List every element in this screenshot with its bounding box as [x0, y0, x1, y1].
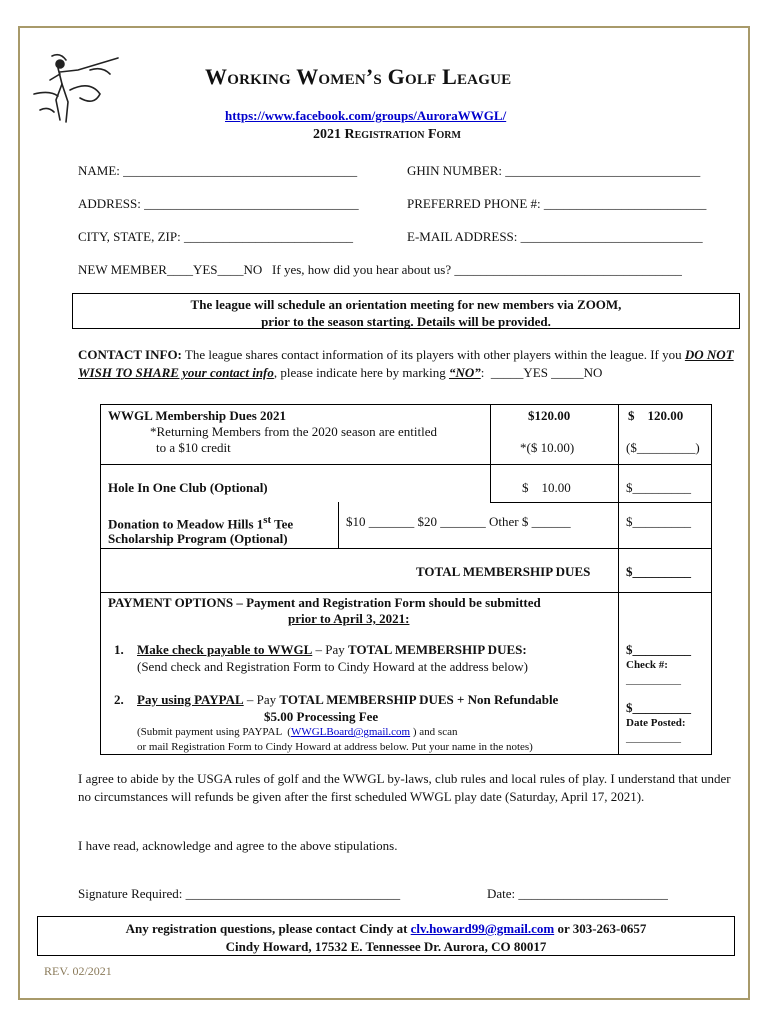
option-2-text: – Pay [243, 692, 280, 707]
option-1-bold: TOTAL MEMBERSHIP DUES: [348, 642, 527, 657]
notice-line-1: The league will schedule an orientation meeting for new members via ZOOM, [190, 297, 622, 312]
donation-options-field[interactable]: $10 _______ $20 _______ Other $ ______ [346, 514, 571, 529]
option-2-line [137, 692, 558, 708]
option-1-instructions: (Send check and Registration Form to Cindy Howard at the address below) [137, 659, 528, 674]
league-title: Working Women’s Golf League [205, 64, 512, 89]
golfer-logo-icon [30, 50, 130, 130]
name-field[interactable]: NAME: ____________________________________ [78, 163, 358, 178]
dues-table [100, 404, 712, 754]
credit-amount: *($ 10.00) [520, 440, 575, 455]
acknowledge-statement: I have read, acknowledge and agree to the above stipulations. [78, 838, 398, 853]
footer-address: Cindy Howard, 17532 E. Tennessee Dr. Aurora, CO 80017 [225, 939, 547, 954]
agreement-paragraph: I agree to abide by the USGA rules of golf and the WWGL by-laws, club rules and local rules of play. I understand that under no circumstances will refunds be given after the first scheduled WWGL play date (Saturday, April 17, 2021). [78, 771, 731, 804]
facebook-group-link[interactable]: https://www.facebook.com/groups/AuroraWWGL/ [225, 108, 507, 123]
option-2-instructions-2: or mail Registration Form to Cindy Howard at address below. Put your name in the notes) [137, 741, 533, 753]
contact-yes-no-field[interactable]: : _____YES _____NO [480, 365, 603, 380]
orientation-notice [72, 293, 740, 329]
footer-text-a: Any registration questions, please contact Cindy at [125, 921, 411, 936]
address-field[interactable]: ADDRESS: _________________________________ [78, 196, 359, 211]
footer-line-1 [38, 920, 734, 938]
membership-amount: $120.00 [528, 408, 571, 423]
contact-label: CONTACT INFO: [78, 347, 182, 362]
option-2-processing-fee: $5.00 Processing Fee [264, 709, 379, 724]
hole-in-one-label: Hole In One Club (Optional) [108, 480, 268, 495]
check-number-label: Check #: [626, 659, 668, 671]
notice-line-2: prior to the season starting. Details will be provided. [261, 314, 551, 329]
returning-note-2: to a $10 credit [156, 440, 231, 455]
donation-total-field[interactable]: $_________ [626, 514, 691, 529]
membership-dues-label: WWGL Membership Dues 2021 [108, 408, 287, 423]
donation-label-sup: st [263, 514, 272, 526]
footer-text-b: or 303-263-0657 [554, 921, 647, 936]
new-member-field[interactable]: NEW MEMBER____YES____NO If yes, how did you hear about us? ___________________________________ [78, 262, 682, 277]
donation-label [108, 514, 293, 532]
donation-label-line-2: Scholarship Program (Optional) [108, 531, 288, 546]
ghin-field[interactable]: GHIN NUMBER: ______________________________ [407, 163, 701, 178]
form-title: 2021 Registration Form [313, 127, 461, 142]
donation-label-part-2: Tee [271, 516, 294, 532]
footer-email-link[interactable]: clv.howard99@gmail.com [410, 921, 555, 936]
hole-in-one-amount: $ 10.00 [522, 480, 571, 495]
donation-label-part-1: Donation to Meadow Hills 1 [108, 516, 264, 532]
signature-field[interactable]: Signature Required: _________________________________ [78, 886, 401, 901]
hole-in-one-total-field[interactable]: $_________ [626, 480, 691, 495]
revision-label: REV. 02/2021 [44, 964, 112, 978]
paypal-email-link[interactable]: WWGLBoard@gmail.com [290, 726, 411, 738]
date-posted-field[interactable]: __________ [626, 732, 681, 744]
contact-text-1: The league shares contact information of its players with other players within the league. If you [181, 347, 685, 362]
membership-total: $ 120.00 [628, 408, 684, 423]
option-2-bold: TOTAL MEMBERSHIP DUES + Non Refundable [279, 692, 559, 707]
option-2-paypal-link: Pay using PAYPAL [137, 692, 244, 707]
payment-deadline: prior to April 3, 2021: [288, 611, 410, 626]
contact-no: “NO” [448, 365, 481, 380]
payment-options-title: PAYMENT OPTIONS – Payment and Registration Form should be submitted [108, 595, 541, 610]
phone-field[interactable]: PREFERRED PHONE #: _________________________ [407, 196, 707, 211]
contact-footer [37, 916, 735, 956]
date-posted-label: Date Posted: [626, 717, 686, 729]
option-1-amount-field[interactable]: $_________ [626, 642, 691, 657]
option-2-number: 2. [114, 692, 124, 707]
option-2-amount-field[interactable]: $_________ [626, 700, 691, 715]
returning-note-1: *Returning Members from the 2020 season are entitled [150, 424, 438, 439]
total-dues-field[interactable]: $_________ [626, 564, 691, 579]
date-field[interactable]: Date: _______________________ [487, 886, 668, 901]
contact-info-paragraph [78, 346, 738, 382]
option-2-instr-a: (Submit payment using PAYPAL ( [137, 726, 291, 738]
check-number-field[interactable]: __________ [626, 674, 681, 686]
contact-text-2: , please indicate here by marking [273, 365, 449, 380]
option-2-instr-b: ) and scan [410, 726, 458, 738]
email-field[interactable]: E-MAIL ADDRESS: ____________________________ [407, 229, 703, 244]
contact-emphasis: DO NOT WISH TO SHARE your contact info [78, 347, 734, 380]
option-2-instructions-1 [137, 726, 457, 738]
option-1-text: – Pay [312, 642, 349, 657]
option-1-number: 1. [114, 642, 124, 657]
city-state-zip-field[interactable]: CITY, STATE, ZIP: __________________________ [78, 229, 353, 244]
total-dues-label: TOTAL MEMBERSHIP DUES [416, 564, 591, 579]
option-1-line [137, 642, 527, 658]
option-1-check-link: Make check payable to WWGL [137, 642, 313, 657]
credit-total-field[interactable]: ($_________) [626, 440, 700, 455]
